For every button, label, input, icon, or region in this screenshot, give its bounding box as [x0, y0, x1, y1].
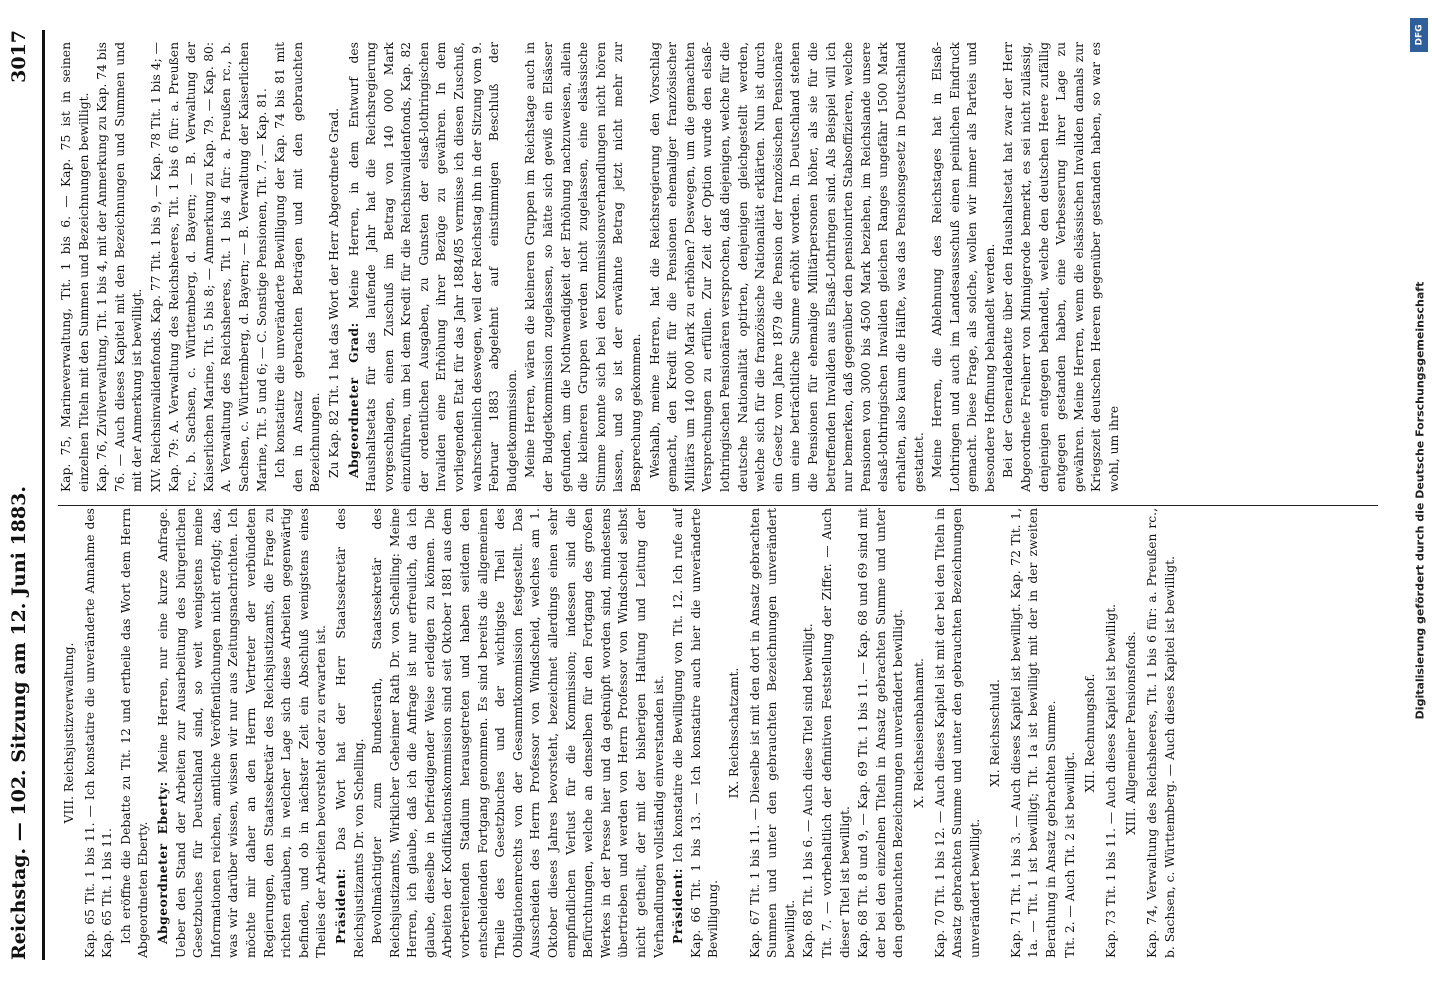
- page-header: [2, 30, 45, 960]
- paragraph-text: Kap. 74, Verwaltung des Reichsheeres, Tit. 1 bis 6 für: a. Preußen rc., b. Sachsen, c. Württemberg. — Auch dieses Kapitel ist bewilligt.: [1145, 508, 1177, 958]
- paragraph-text: Tit. 7. — vorbehaltlich der definitiven Feststellung der Ziffer. — Auch dieser Titel ist bewilligt.: [819, 508, 852, 958]
- paragraph-text: Tit. 2. — Auch Tit. 2 ist bewilligt.: [1062, 751, 1077, 958]
- paragraph: [272, 42, 325, 492]
- paragraph-text: XI. Reichsschuld.: [988, 679, 1003, 787]
- paragraph-text: Ich konstatire die Bewilligung von Tit. 12. Ich rufe auf Kap. 66 Tit. 1 bis 13. — Ich konstatire auch hier die unveränderte Bewilligung.: [671, 508, 721, 958]
- dfg-badge-label: DFG: [1414, 24, 1425, 46]
- paragraph-text: XIII. Allgemeiner Pensionsfonds.: [1124, 631, 1139, 835]
- paragraph-text: X. Reichseisenbahnamt.: [911, 658, 926, 808]
- section-heading: [726, 508, 744, 958]
- paragraph-text: Kap. 71 Tit. 1 bis 3. — Auch dieses Kapitel ist bewilligt. Kap. 72 Tit. 1, 1a. — Tit. 1 ist bewilligt; Tit. 1a ist bewilligt mit der in der zweiten Berathung in Ansatz gebrachten Summe.: [1008, 508, 1059, 958]
- paragraph: [929, 42, 999, 492]
- paragraph: [747, 508, 800, 958]
- section-heading: [1123, 508, 1141, 958]
- paragraph-text: IX. Reichsschatzamt.: [726, 667, 741, 799]
- header-title: Reichstag. — 102. Sitzung am 12. Juni 1883.: [8, 486, 30, 960]
- paragraph-text: Bevollmächtigter zum Bundesrath, Staatssekretär des Reichsjustizamts, Wirklicher Geheimer Rath Dr. von Schelling: Meine Herren, ich glaube, daß ich die Anfrage ist nur erfreulich, da ich glaube, dieselbe in befriedigender Weise erledigen zu können. Die Arbeiten der Kodifikationskommission sind seit Oktober 1881 aus dem vorbereitenden Stadium herausgetreten und haben seitdem den entscheidenden Fortgang genommen. Es sind bereits die allgemeinen Theile des Gesetzbuches und der wichtigste Theil des Obligationenrechts von der Gesammtkommission festgestellt. Das Ausscheiden des Herrn Professor von Windscheid, welches am 1. Oktober dieses Jahres bevorsteht, bezeichnet allerdings einen sehr empfindlichen Verlust für die Kommission; indessen sind die Befürchtungen, welche an denselben für den Fortgang des großen Werkes in der Presse hier und da geknüpft worden sind, mindestens übertrieben und werden von Herrn Professor von Windscheid selbst nicht getheilt, der mit der bisherigen Haltung und Leitung der Verhandlungen vollständig einverstanden ist.: [370, 508, 666, 958]
- section-heading: [987, 508, 1005, 958]
- paragraph: [855, 508, 908, 958]
- paragraph: [669, 508, 723, 958]
- paragraph-text: Bei der Generaldebatte über den Haushaltsetat hat zwar der Herr Abgeordnete Freiherr von Minnigerode bemerkt, es sei nicht zulässig, denjenigen entgegen behandelt, welche den deutschen Heere zufällig entgegen gestanden haben, eine Verbesserung ihrer Lage zu gewähren. Meine Herren, wenn die elsässischen Invaliden damals zur Kriegszeit deutschen Heeren gegenüber gestanden haben, so war es wohl, um ihre: [1001, 42, 1122, 492]
- paragraph: [647, 42, 929, 492]
- text-column-left: [58, 508, 1378, 958]
- paragraph: [932, 508, 985, 958]
- paragraph: [1103, 508, 1121, 958]
- section-heading: [1082, 508, 1100, 958]
- dfg-logo-icon: [1410, 18, 1428, 52]
- paragraph-text: Meine Herren, wären die kleineren Gruppen im Reichstage auch in der Budgetkommission zugelassen, so hätte sich gewiß ein Elsässer gefunden, um die Nothwendigkeit der Erhöhung nachzuweisen, allein die kleineren Gruppen werden nicht zugelassen, eine elsässische Stimme konnte sich bei den Kommissionsverhandlungen nicht hören lassen, und so ist der erwähnte Betrag jetzt nicht mehr zur Besprechung gekommen.: [523, 42, 643, 492]
- paragraph-text: Ich konstatire die unveränderte Bewilligung der Kap. 74 bis 81 mit den in Ansatz gebrachten Beträgen und mit den gebrauchten Bezeichnungen.: [273, 42, 323, 492]
- paragraph: [154, 508, 331, 958]
- paragraph: [1144, 508, 1179, 958]
- paragraph: [369, 508, 668, 958]
- paragraph-text: Zu Kap. 82 Tit. 1 hat das Wort der Herr Abgeordnete Grad.: [326, 107, 341, 478]
- speaker-name: Abgeordneter Eberty:: [154, 781, 170, 944]
- paragraph: [1008, 508, 1061, 958]
- paragraph-text: Kap. 65 Tit. 1 bis 11. — Ich konstatire die unveränderte Annahme des Kap. 65 Tit. 1 bis 11.: [82, 508, 115, 958]
- credit-text: Digitalisierung gefördert durch die Deutsche Forschungsgemeinschaft: [1413, 281, 1427, 719]
- speaker-name: Präsident:: [670, 868, 686, 944]
- digitization-credit: [1408, 0, 1432, 1000]
- speaker-name: Abgeordneter Grad:: [345, 322, 361, 478]
- paragraph-text: XIV. Reichsinvalidenfonds. Kap. 77 Tit. 1 bis 9, — Kap. 78 Tit. 1 bis 4; — Kap. 79: A. Verwaltung des Reichsheeres, Tit. 1 bis 6 für: a. Preußen rc., b. Sachsen, c. Württemberg, d. Bayern; — B. Verwaltung der Kaiserlichen Marine, Tit. 5 bis 8; — Anmerkung zu Kap. 79. — Kap. 80: A. Verwaltung des Reichsheeres, Tit. 1 bis 4 für: a. Preußen rc., b. Sachsen, c. Württemberg, d. Bayern; — B. Verwaltung der Kaiserlichen Marine, Tit. 5 und 6; — C. Sonstige Pensionen, Tit. 7. — Kap. 81.: [148, 42, 269, 492]
- paragraph-text: Meine Herren, nur eine kurze Anfrage. Ueber den Stand der Arbeiten zur Ausarbeitung des bürgerlichen Gesetzbuches für Deutschland sind, so weit wenigstens meine Informationen reichen, amtliche Veröffentlichungen nicht erfolgt; das, was wir darüber wissen, wissen wir nur aus Zeitungsnachrichten. Ich möchte mir daher an den Herrn Vertreter der verbündeten Regierungen, den Staatssekretär des Reichsjustizamts, die Frage zu richten erlauben, in welcher Lage sich diese Arbeiten gegenwärtig befinden, und ob in nächster Zeit ein Abschluß wenigstens eines Theiles der Arbeiten bevorsteht oder zu erwarten ist.: [155, 508, 329, 958]
- speaker-name: Präsident:: [332, 868, 348, 944]
- paragraph: [1062, 508, 1080, 958]
- paragraph: [94, 42, 147, 492]
- paragraph-text: XII. Rechnungshof.: [1083, 673, 1098, 793]
- paragraph: [332, 508, 368, 958]
- paragraph-text: Meine Herren, in dem Entwurf des Haushaltsetats für das laufende Jahr hat die Reichsregierung vorgeschlagen, einen Zuschuß im Betrag von 140 000 Mark einzuführen, um bei dem Kredit für die Reichsinvalidenfonds, Kap. 82 der ordentlichen Ausgaben, zu Gunsten der elsaß-lothringischen Invaliden eine Erhöhung ihrer Bezüge zu gewähren. In dem vorliegenden Etat für das Jahr 1884/85 vermisse ich diesen Zuschuß, wahrscheinlich deswegen, weil der Reichstag ihn in der Sitzung vom 9. Februar 1883 abgelehnt auf einstimmigen Beschluß der Budgetkommission.: [346, 42, 519, 492]
- paragraph-text: Kap. 68 Tit. 1 bis 6. — Auch diese Titel sind bewilligt.: [801, 623, 816, 958]
- paragraph: [800, 508, 818, 958]
- paragraph: [522, 42, 645, 492]
- paragraph: [326, 42, 344, 492]
- column-divider: [58, 505, 1378, 506]
- paragraph-text: Kap. 70 Tit. 1 bis 12. — Auch dieses Kapitel ist mit der bei den Titeln in Ansatz gebrachten Summe und unter den gebrauchten Bezeichnungen unverändert bewilligt.: [932, 508, 982, 958]
- paragraph-text: Kap. 67 Tit. 1 bis 11. — Dieselbe ist mit den dort in Ansatz gebrachten Summen und unter den gebrauchten Bezeichnungen unverändert bewilligt.: [747, 508, 797, 958]
- paragraph-text: Kap. 68 Tit. 8 und 9, — Kap. 69 Tit. 1 bis 11. — Kap. 68 und 69 sind mit der bei den einzelnen Titeln in Ansatz gebrachten Summe und unter den gebrauchten Bezeichnungen unverändert bewilligt.: [856, 508, 906, 958]
- paragraph: [58, 42, 93, 492]
- paragraph-text: VIII. Reichsjustizverwaltung.: [62, 642, 76, 824]
- paragraph-text: Kap. 73 Tit. 1 bis 11. — Auch dieses Kapitel ist bewilligt.: [1103, 603, 1118, 958]
- paragraph-text: Weshalb, meine Herren, hat die Reichsregierung den Vorschlag gemacht, den Kredit für die Pensionen ehemaliger französischer Militärs um 140 000 Mark zu erhöhen? Deswegen, um die gemachten Versprechungen zu erfüllen. Zur Zeit der Option wurde den elsaß-lothringischen Pensionären versprochen, daß diejenigen, welche für die deutsche Nationalität optirten, denjenigen gleichgestellt werden, welche sich für die französische Nationalität erklärten. Nun ist durch ein Gesetz vom Jahre 1879 die Pension der französischen Pensionäre um eine beträchtliche Summe erhöht worden. In Deutschland stehen die Pensionen für ehemalige Militärpersonen höher, als sie für die betreffenden Invaliden aus Elsaß-Lothringen sind. Als Beispiel will ich nur bemerken, daß gegenüber den pensionirten Stabsoffizieren, welche Pensionen von 3000 bis 4500 Mark beziehen, im Reichslande unsere elsaß-lothringischen Invaliden gleichen Ranges ungefähr 1500 Mark erhalten, also kaum die Hälfte, was das Pensionsgesetz in Deutschland gestattet.: [647, 42, 926, 492]
- paragraph-text: Ich eröffne die Debatte zu Tit. 12 und ertheile das Wort dem Herrn Abgeordneten Eberty.: [118, 508, 151, 958]
- page-number: 3017: [8, 30, 30, 83]
- paragraph-text: Kap. 76, Zivilverwaltung, Tit. 1 bis 4, mit der Anmerkung zu Kap. 74 bis 76. — Auch dieses Kapitel mit den Bezeichnungen und Summen und mit der Anmerkung ist bewilligt.: [95, 42, 145, 492]
- paragraph: [118, 508, 153, 958]
- paragraph-text: Das Wort hat der Herr Staatssekretär des Reichsjustizamts Dr. von Schelling.: [333, 508, 366, 958]
- paragraph: [819, 508, 854, 958]
- paragraph-text: Meine Herren, die Ablehnung des Reichstages hat in Elsaß-Lothringen und auch im Landesausschuß einen peinlichen Eindruck gemacht. Diese Frage, als solche, wollen wir immer als Parteis und besondere Hoffnung behandelt werden.: [930, 42, 997, 492]
- paragraph: [1000, 42, 1123, 492]
- paragraph-text: Kap. 75, Marineverwaltung, Tit. 1 bis 6. — Kap. 75 ist in seinen einzelnen Titeln mit den Summen und Bezeichnungen bewilligt.: [59, 42, 91, 492]
- paragraph: [82, 508, 117, 958]
- text-column-right: [58, 42, 1378, 492]
- section-heading: [61, 508, 79, 958]
- section-heading: [911, 508, 929, 958]
- paragraph: [148, 42, 271, 492]
- paragraph: [345, 42, 522, 492]
